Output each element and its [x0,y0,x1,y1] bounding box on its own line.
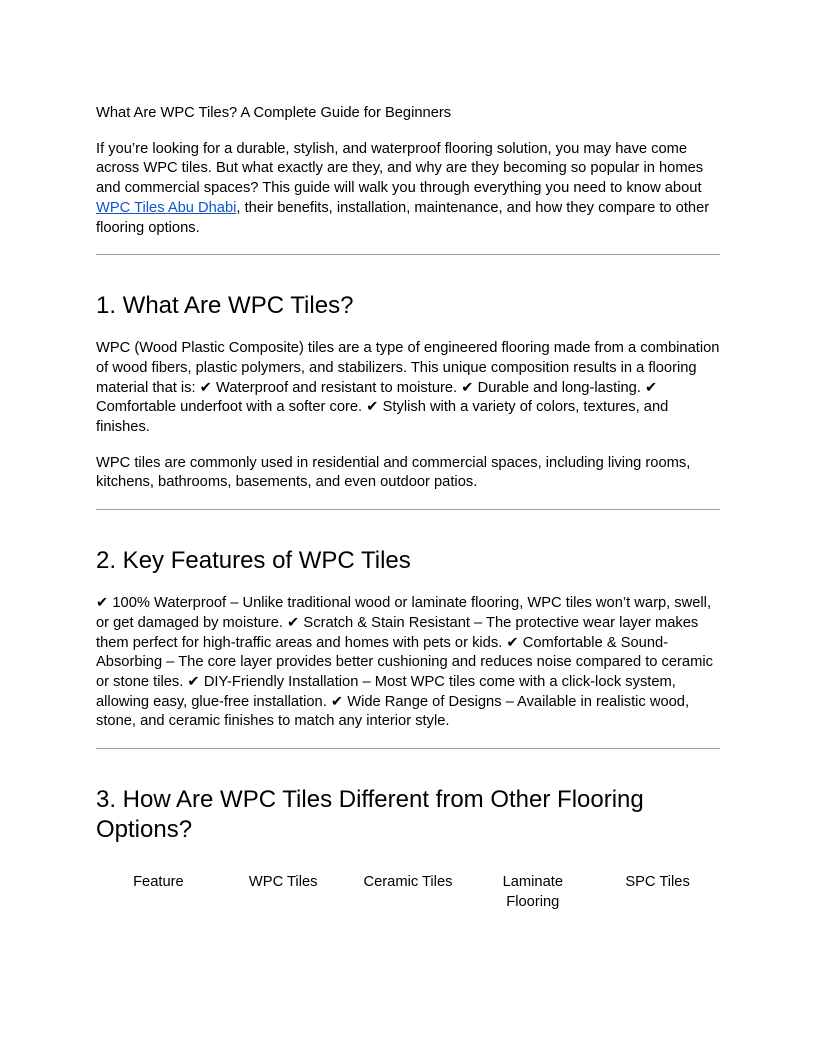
wpc-tiles-abu-dhabi-link[interactable]: WPC Tiles Abu Dhabi [96,199,237,216]
table-header-feature: Feature [133,874,184,891]
table-header-wpc-tiles: WPC Tiles [248,874,318,891]
table-header-spc-tiles: SPC Tiles [625,874,690,891]
table-header-row [96,871,720,914]
table-header-ceramic-tiles: Ceramic Tiles [363,874,453,891]
section-divider-1 [96,254,720,255]
section-2-paragraph-1: ✔ 100% Waterproof – Unlike traditional wood or laminate flooring, WPC tiles won’t warp, swell, or get damaged by moisture. ✔ Scratch & Stain Resistant – The protective wear layer makes them perfect for high-traffic areas and homes with pets or kids. ✔ Comfortable & Sound-Absorbing – The core layer provides better cushioning and reduces noise compared to ceramic or stone tiles. ✔ DIY-Friendly Installation – Most WPC tiles come with a click-lock system, allowing easy, glue-free installation. ✔ Wide Range of Designs – Available in realistic wood, stone, and ceramic finishes to match any interior style. [96,595,713,730]
section-1-heading: 1. What Are WPC Tiles? [96,292,354,320]
intro-text-after-link: , their benefits, installation, maintenance, and how they compare to other flooring options. [96,199,710,236]
section-divider-2 [96,509,720,510]
section-divider-3 [96,748,720,749]
section-1-paragraph-1: WPC (Wood Plastic Composite) tiles are a type of engineered flooring made from a combination of wood fibers, plastic polymers, and stabilizers. This unique composition results in a flooring material that is: ✔ Waterproof and resistant to moisture. ✔ Durable and long-lasting. ✔ Comfortable underfoot with a softer core. ✔ Stylish with a variety of colors, textures, and finishes. [96,340,720,436]
flooring-comparison-table [96,871,720,914]
document-title: What Are WPC Tiles? A Complete Guide for Beginners [96,105,452,121]
section-3-heading: 3. How Are WPC Tiles Different from Other Flooring Options? [96,786,644,844]
section-2-heading: 2. Key Features of WPC Tiles [96,547,411,575]
section-1-paragraph-2: WPC tiles are commonly used in residential and commercial spaces, including living rooms, kitchens, bathrooms, basements, and even outdoor patios. [96,454,691,491]
intro-paragraph [96,140,720,239]
intro-text-before-link: If you’re looking for a durable, stylish, and waterproof flooring solution, you may have come across WPC tiles. But what exactly are they, and why are they becoming so popular in homes and commercial spaces? This guide will walk you through everything you need to know about [96,140,704,197]
table-header-laminate-flooring: Laminate Flooring [502,874,563,910]
